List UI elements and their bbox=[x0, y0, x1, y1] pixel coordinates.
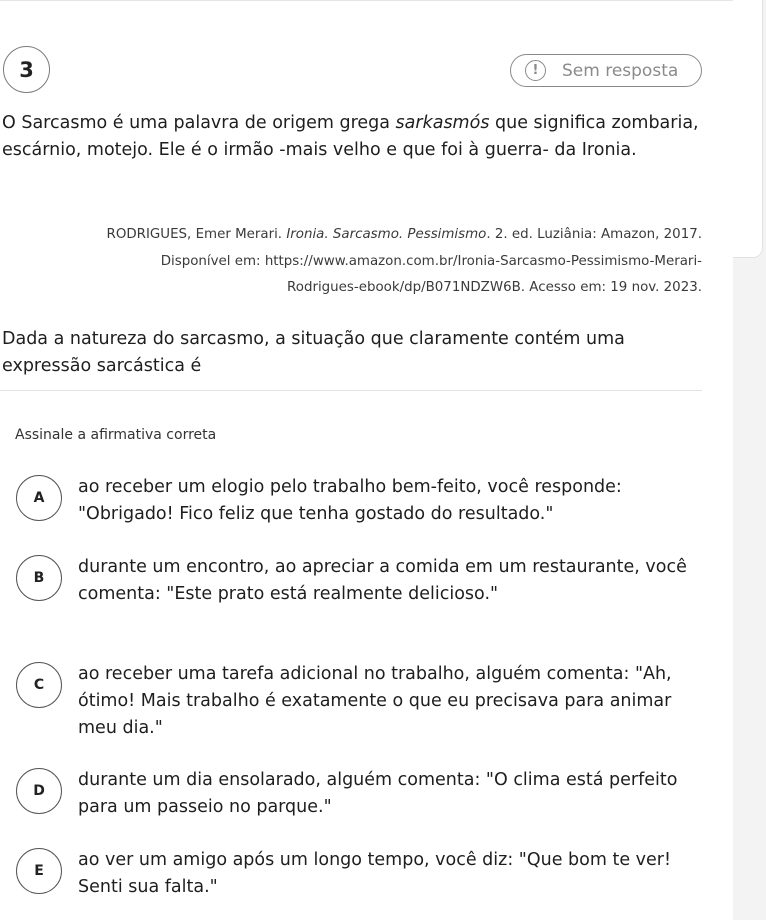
answer-status-badge bbox=[510, 54, 702, 87]
option-b-letter[interactable]: B bbox=[16, 555, 62, 601]
instruction-label: Assinale a afirmativa correta bbox=[15, 427, 217, 443]
reference-title: Ironia. Sarcasmo. Pessimismo bbox=[286, 227, 487, 242]
reference-line-2: Disponível em: https://www.amazon.com.br/Ironia-Sarcasmo-Pessimismo-Merari- bbox=[160, 253, 702, 269]
intro-text-2: que significa zombaria, escárnio, motejo. Ele é o irmão -mais velho e que foi à guerra- da Ironia. bbox=[2, 113, 699, 160]
intro-text-1: O Sarcasmo é uma palavra de origem grega bbox=[2, 113, 396, 133]
option-b-text[interactable]: durante um encontro, ao apreciar a comida em um restaurante, você comenta: "Este prato está realmente delicioso." bbox=[78, 557, 687, 604]
reference-line-3: Rodrigues-ebook/dp/B071NDZW6B. Acesso em: 19 nov. 2023. bbox=[287, 280, 702, 295]
side-panel-card bbox=[733, 0, 763, 258]
question-intro bbox=[2, 110, 702, 164]
option-c-text[interactable]: ao receber uma tarefa adicional no trabalho, alguém comenta: "Ah, ótimo! Mais trabalho é exatamente o que eu precisava para animar meu dia." bbox=[78, 664, 672, 738]
side-panel bbox=[733, 0, 766, 920]
question-prompt: Dada a natureza do sarcasmo, a situação que claramente contém uma expressão sarcástica é bbox=[2, 329, 625, 376]
exclamation-icon: ! bbox=[525, 60, 546, 81]
question-number-label: 3 bbox=[19, 57, 34, 82]
reference-line-1 bbox=[40, 222, 702, 249]
option-e-letter[interactable]: E bbox=[16, 848, 62, 894]
option-e-text[interactable]: ao ver um amigo após um longo tempo, você diz: "Que bom te ver! Senti sua falta." bbox=[78, 850, 671, 897]
bibliographic-reference bbox=[40, 222, 702, 302]
option-c-letter[interactable]: C bbox=[16, 662, 62, 708]
question-number bbox=[3, 46, 50, 93]
reference-author: RODRIGUES, Emer Merari. bbox=[106, 227, 287, 242]
option-d-letter[interactable]: D bbox=[16, 768, 62, 814]
option-a-text[interactable]: ao receber um elogio pelo trabalho bem-feito, você responde: "Obrigado! Fico feliz que tenha gostado do resultado." bbox=[78, 477, 622, 524]
reference-edition: . 2. ed. Luziânia: Amazon, 2017. bbox=[486, 227, 702, 242]
answer-status-label: Sem resposta bbox=[562, 60, 679, 81]
divider bbox=[0, 390, 702, 391]
intro-italic-term: sarkasmós bbox=[395, 113, 490, 133]
option-a-letter[interactable]: A bbox=[16, 475, 62, 521]
option-d-text[interactable]: durante um dia ensolarado, alguém comenta: "O clima está perfeito para um passeio no parque." bbox=[78, 770, 678, 817]
